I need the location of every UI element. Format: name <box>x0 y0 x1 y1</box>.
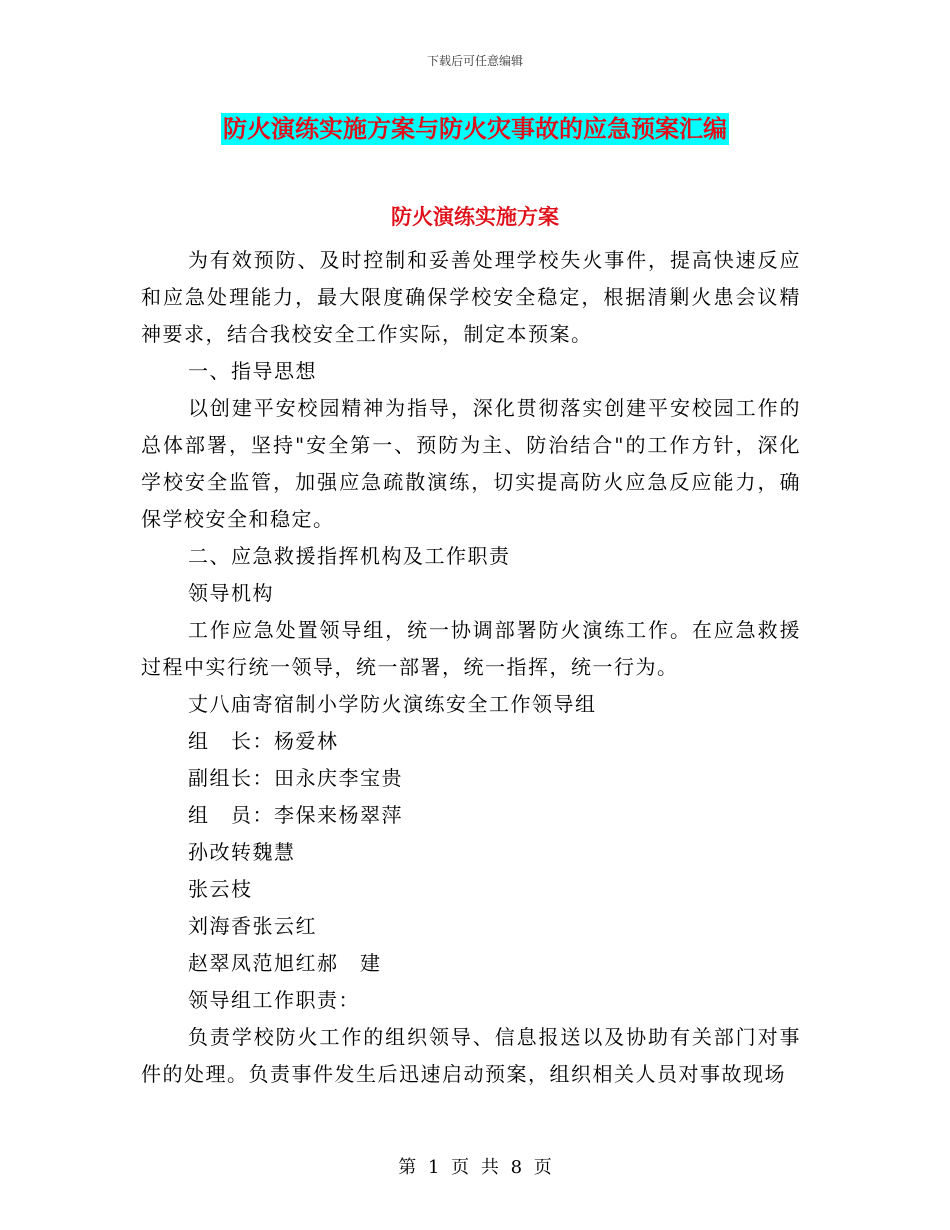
paragraph-guiding-ideology: 以创建平安校园精神为指导，深化贯彻落实创建平安校园工作的总体部署，坚持"安全第一、预防为主、防治结合"的工作方针，深化学校安全监管，加强应急疏散演练，切实提高防火应急反应能力，确保学校安全和稳定。 <box>141 396 801 531</box>
group-members: 组 员：李保来杨翠萍 <box>188 803 403 827</box>
document-body <box>141 242 801 1093</box>
group-members-5: 赵翠凤范旭红郝 建 <box>188 951 382 975</box>
group-members-2: 孙改转魏慧 <box>188 840 296 864</box>
leadership-group-name: 丈八庙寄宿制小学防火演练安全工作领导组 <box>188 692 597 716</box>
group-members-3: 张云枝 <box>188 877 253 901</box>
heading-guiding-ideology: 一、指导思想 <box>188 359 317 383</box>
section-title: 防火演练实施方案 <box>391 205 559 229</box>
group-members-4: 刘海香张云红 <box>188 914 317 938</box>
paragraph-intro: 为有效预防、及时控制和妥善处理学校失火事件，提高快速反应和应急处理能力，最大限度确保学校安全稳定，根据清剿火患会议精神要求，结合我校安全工作实际，制定本预案。 <box>141 248 801 346</box>
main-title-wrap <box>0 113 950 145</box>
page-footer: 第 1 页 共 8 页 <box>398 1157 552 1178</box>
paragraph-leadership: 工作应急处置领导组，统一协调部署防火演练工作。在应急救援过程中实行统一领导，统一部署，统一指挥，统一行为。 <box>141 618 801 679</box>
main-title: 防火演练实施方案与防火灾事故的应急预案汇编 <box>223 115 727 143</box>
header-note: 下载后可任意编辑 <box>426 54 523 68</box>
deputy-leaders: 副组长：田永庆李宝贵 <box>188 766 403 790</box>
group-leader: 组 长：杨爱林 <box>188 729 339 753</box>
heading-duties: 领导组工作职责： <box>188 988 360 1012</box>
paragraph-duties: 负责学校防火工作的组织领导、信息报送以及协助有关部门对事件的处理。负责事件发生后迅速启动预案，组织相关人员对事故现场 <box>141 1025 801 1086</box>
heading-emergency-command: 二、应急救援指挥机构及工作职责 <box>188 544 511 568</box>
heading-leadership: 领导机构 <box>188 581 274 605</box>
